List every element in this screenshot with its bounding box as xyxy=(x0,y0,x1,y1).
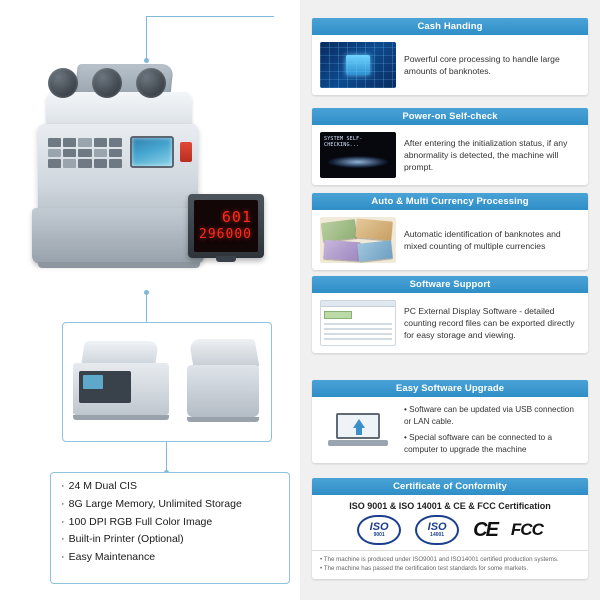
feature-label: Built-in Printer (Optional) xyxy=(68,533,184,546)
feature-label: Easy Maintenance xyxy=(68,551,156,563)
view-side-body xyxy=(187,365,259,417)
spreadsheet-row xyxy=(324,328,392,330)
keypad-key xyxy=(109,138,122,147)
iso-badge-number: 14001 xyxy=(430,532,445,538)
iso-9001-badge xyxy=(357,515,401,545)
bullet-icon: · xyxy=(61,480,65,492)
software-spreadsheet-image xyxy=(320,300,396,346)
keypad-key xyxy=(78,138,91,147)
laptop-base xyxy=(328,440,388,446)
spreadsheet-row xyxy=(324,333,392,335)
machine-roller xyxy=(92,68,122,98)
certificate-note: • The machine has passed the certification test standards for some markets. xyxy=(320,565,529,573)
keypad-key xyxy=(94,159,107,168)
laptop-upgrade-icon xyxy=(320,407,396,453)
card-text: Powerful core processing to handle large amounts of banknotes. xyxy=(404,53,560,76)
keypad-key xyxy=(109,149,122,158)
card-title: Auto & Multi Currency Processing xyxy=(312,193,588,210)
machine-lcd-screen xyxy=(130,136,174,168)
keypad-key xyxy=(63,149,76,158)
product-view-front xyxy=(69,329,177,435)
keypad-key xyxy=(63,138,76,147)
card-title: Cash Handing xyxy=(312,18,588,35)
view-front-base xyxy=(73,415,169,420)
spreadsheet-toolbar xyxy=(321,301,395,307)
card-multi-currency xyxy=(312,193,588,270)
self-check-screen-image xyxy=(320,132,396,178)
ce-mark: CE xyxy=(473,518,497,541)
light-beam-graphic xyxy=(328,156,388,168)
bullet-icon: · xyxy=(61,533,65,546)
keypad-key xyxy=(48,159,61,168)
bullet-icon: · xyxy=(61,497,65,510)
bullet-icon: · xyxy=(61,515,65,528)
fcc-mark: FCC xyxy=(510,520,543,539)
keypad-key xyxy=(78,149,91,158)
keypad-key xyxy=(48,138,61,147)
feature-label: 24 M Dual CIS xyxy=(68,480,137,492)
chip-circuit-image xyxy=(320,42,396,88)
self-check-caption: SYSTEM SELF-CHECKING... xyxy=(324,136,363,148)
connector-line-top xyxy=(146,16,274,17)
card-text: Automatic identification of banknotes and mixed counting of multiple currencies xyxy=(404,228,561,251)
feature-item xyxy=(61,480,279,494)
external-display-stand xyxy=(216,256,236,262)
card-power-on-self-check xyxy=(312,108,588,185)
feature-label: 8G Large Memory, Unlimited Storage xyxy=(68,497,242,510)
spreadsheet-highlight xyxy=(324,311,352,319)
certificate-note: • The machine is produced under ISO9001 and ISO14001 certified production systems. xyxy=(320,556,559,563)
view-front-hopper xyxy=(81,341,158,365)
card-title: Software Support xyxy=(312,276,588,293)
card-cash-handling xyxy=(312,18,588,95)
machine-roller xyxy=(48,68,78,98)
card-certificate-of-conformity xyxy=(312,478,588,579)
keypad-key xyxy=(109,159,122,168)
feature-item xyxy=(61,551,279,565)
view-front-control-panel xyxy=(79,371,131,403)
card-easy-software-upgrade xyxy=(312,380,588,463)
feature-item xyxy=(61,516,279,530)
external-display-screen xyxy=(194,200,258,252)
features-list-panel xyxy=(50,472,290,584)
product-views-panel xyxy=(62,322,272,442)
card-text-line-1: • Software can be updated via USB connection or LAN cable. xyxy=(404,405,574,426)
iso-badge-text: ISO xyxy=(427,521,447,533)
spreadsheet-row xyxy=(324,338,392,340)
machine-start-button xyxy=(180,142,192,162)
card-title: Easy Software Upgrade xyxy=(312,380,588,397)
connector-line-top-vertical xyxy=(146,16,147,60)
card-text: After entering the initialization status, if any abnormality is detected, the machine will prompt. xyxy=(404,137,568,173)
keypad-key xyxy=(48,149,61,158)
bullet-icon: · xyxy=(61,551,65,563)
external-led-display xyxy=(188,194,264,258)
feature-item xyxy=(61,498,279,512)
money-counter-illustration xyxy=(18,58,268,288)
upload-arrow-stem xyxy=(356,427,362,435)
view-side-hopper xyxy=(189,339,260,367)
card-body xyxy=(312,210,588,270)
keypad-key xyxy=(78,159,91,168)
banknote xyxy=(357,240,393,261)
connector-dot-middle xyxy=(144,290,149,295)
keypad-key xyxy=(94,138,107,147)
card-body xyxy=(312,397,588,463)
card-text-group xyxy=(404,404,580,456)
external-display-amount: 296000 xyxy=(199,226,252,242)
machine-front-panel xyxy=(32,208,204,264)
feature-label: 100 DPI RGB Full Color Image xyxy=(68,515,213,528)
machine-roller xyxy=(136,68,166,98)
right-column xyxy=(300,0,600,600)
card-software-support xyxy=(312,276,588,353)
spreadsheet-row xyxy=(324,323,392,325)
connector-line-bottom xyxy=(166,442,167,472)
machine-keypad xyxy=(48,138,122,168)
iso-14001-badge xyxy=(415,515,459,545)
card-body xyxy=(312,293,588,353)
certificate-notes xyxy=(312,550,588,579)
iso-badge-text: ISO xyxy=(369,521,389,533)
view-side-base xyxy=(187,417,259,422)
card-title: Certificate of Conformity xyxy=(312,478,588,495)
iso-badge-number: 9001 xyxy=(373,532,385,538)
certificate-headline: ISO 9001 & ISO 14001 & CE & FCC Certification xyxy=(349,501,551,511)
keypad-key xyxy=(94,149,107,158)
machine-base xyxy=(38,262,200,268)
card-text: PC External Display Software - detailed counting record files can be exported directly for easy storage and viewing. xyxy=(404,305,575,341)
banknote xyxy=(323,240,360,261)
keypad-key xyxy=(63,159,76,168)
external-display-count: 601 xyxy=(221,207,252,226)
card-text-line-2: • Special software can be connected to a computer to upgrade the machine xyxy=(404,433,553,454)
banknote xyxy=(355,218,393,240)
card-body xyxy=(312,125,588,185)
feature-item xyxy=(61,533,279,547)
certificate-logos xyxy=(312,515,588,550)
banknote xyxy=(321,219,357,242)
connector-line-middle xyxy=(146,292,147,322)
card-title: Power-on Self-check xyxy=(312,108,588,125)
product-view-side xyxy=(181,329,267,435)
card-body xyxy=(312,35,588,95)
mixed-banknotes-image xyxy=(320,217,396,263)
